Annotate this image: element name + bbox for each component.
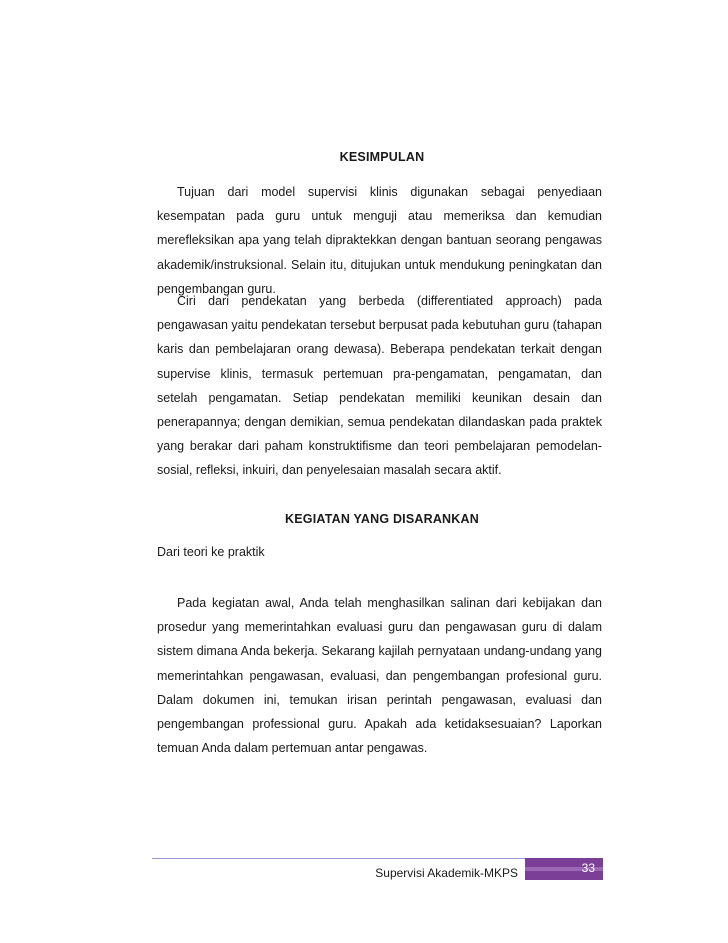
conclusion-paragraph-1: Tujuan dari model supervisi klinis digunakan sebagai penyediaan kesempatan pada guru untuk menguji atau memeriksa dan kemudian merefleksikan apa yang telah dipraktekkan dengan bantuan seorang pengawas akademik/instruksional. Selain itu, ditujukan untuk mendukung peningkatan dan pengembangan guru. [157, 185, 602, 296]
footer-title: Supervisi Akademik-MKPS [375, 866, 518, 880]
conclusion-paragraph-2: Ciri dari pendekatan yang berbeda (differentiated approach) pada pengawasan yaitu pendekatan tersebut berpusat pada kebutuhan guru (tahapan karis dan pembelajaran orang dewasa). Beberapa pendekatan terkait dengan supervise klinis, termasuk pertemuan pra-pengamatan, pengamatan, dan setelah pengamatan. Setiap pendekatan memiliki keunikan desain dan penerapannya; dengan demikian, semua pendekatan dilandaskan pada praktek yang berakar dari paham konstruktifisme dan teori pembelajaran pemodelan-sosial, refleksi, inkuiri, dan penyelesaian masalah secara aktif. [157, 294, 602, 478]
page-number-box [525, 858, 603, 880]
page-number: 33 [581, 861, 595, 875]
activity-subheading: Dari teori ke praktik [157, 545, 265, 559]
section-heading-conclusion: KESIMPULAN [339, 150, 425, 164]
activity-paragraph: Pada kegiatan awal, Anda telah menghasilkan salinan dari kebijakan dan prosedur yang memerintahkan evaluasi guru dan pengawasan guru di dalam sistem dimana Anda bekerja. Sekarang kajilah pernyataan undang-undang yang memerintahkan pengawasan, evaluasi, dan pengembangan profesional guru. Dalam dokumen ini, temukan irisan perintah pengawasan, evaluasi dan pengembangan professional guru. Apakah ada ketidaksesuaian? Laporkan temuan Anda dalam pertemuan antar pengawas. [157, 596, 602, 756]
section-heading-activity: KEGIATAN YANG DISARANKAN [285, 512, 479, 526]
